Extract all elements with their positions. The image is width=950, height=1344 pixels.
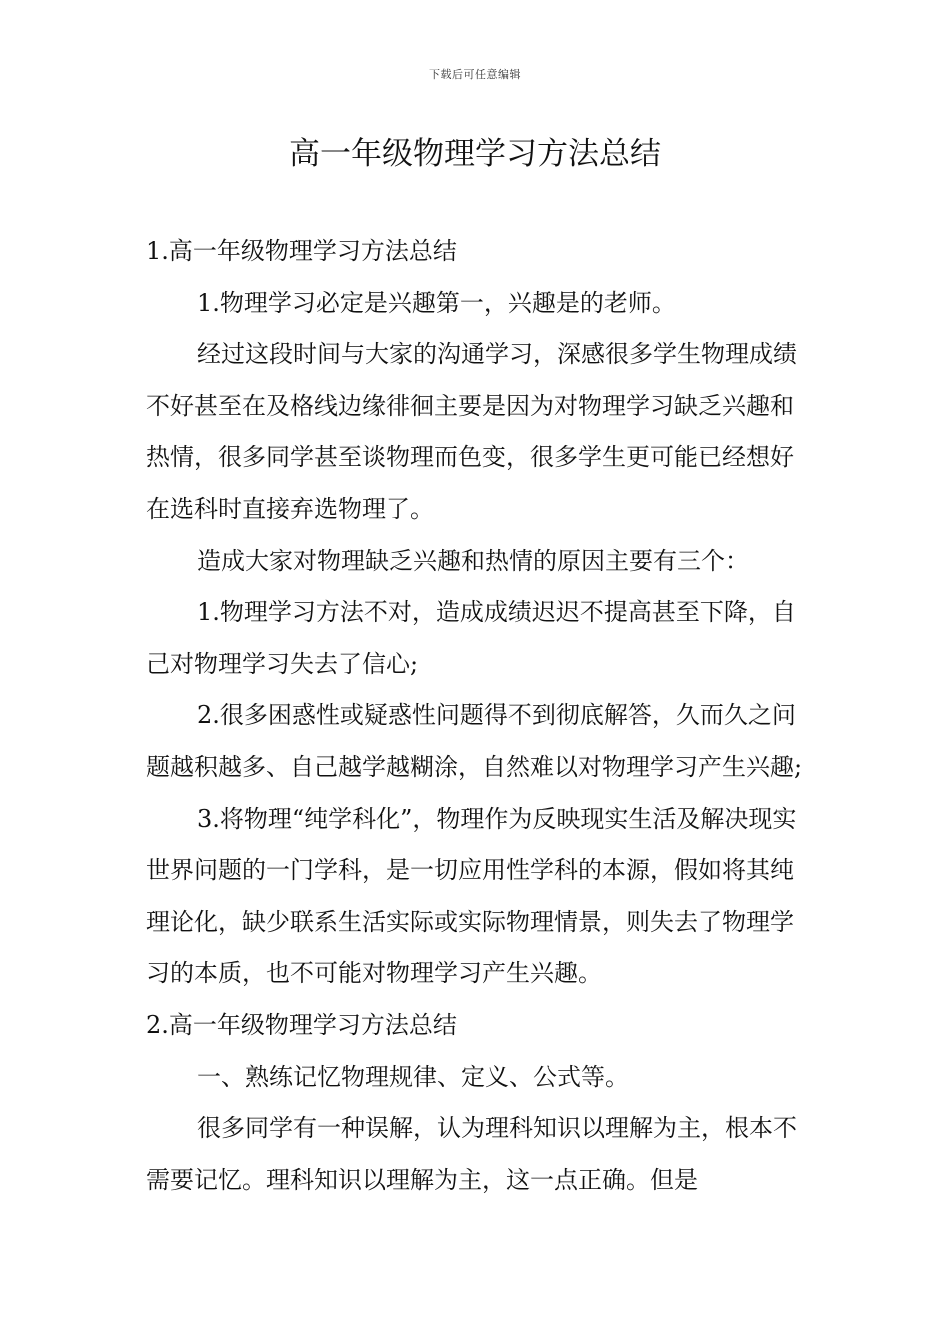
list-item: 2.很多困惑性或疑惑性问题得不到彻底解答，久而久之问题越积越多、自己越学越糊涂，自然难以对物理学习产生兴趣;	[146, 701, 803, 781]
paragraph: 经过这段时间与大家的沟通学习，深感很多学生物理成绩不好甚至在及格线边缘徘徊主要是因为对物理学习缺乏兴趣和热情，很多同学甚至谈物理而色变，很多学生更可能已经想好在选科时直接弃选物理了。	[146, 340, 797, 523]
document-body	[146, 226, 811, 1206]
header-note: 下载后可任意编辑	[429, 68, 521, 81]
paragraph: 很多同学有一种误解，认为理科知识以理解为主，根本不需要记忆。理科知识以理解为主，这一点正确。但是	[146, 1114, 797, 1194]
section-heading: 2.高一年级物理学习方法总结	[146, 1010, 457, 1039]
paragraph: 造成大家对物理缺乏兴趣和热情的原因主要有三个：	[197, 546, 749, 575]
list-item: 3.将物理“纯学科化”，物理作为反映现实生活及解决现实世界问题的一门学科，是一切应用性学科的本源，假如将其纯理论化，缺少联系生活实际或实际物理情景，则失去了物理学习的本质，也不可能对物理学习产生兴趣。	[146, 804, 797, 988]
paragraph: 一、熟练记忆物理规律、定义、公式等。	[197, 1062, 629, 1091]
page-title: 高一年级物理学习方法总结	[289, 136, 661, 172]
section-heading: 1.高一年级物理学习方法总结	[146, 237, 457, 265]
list-item: 1.物理学习方法不对，造成成绩迟迟不提高甚至下降，自己对物理学习失去了信心;	[146, 598, 796, 678]
paragraph: 1.物理学习必定是兴趣第一，兴趣是的老师。	[197, 288, 676, 317]
